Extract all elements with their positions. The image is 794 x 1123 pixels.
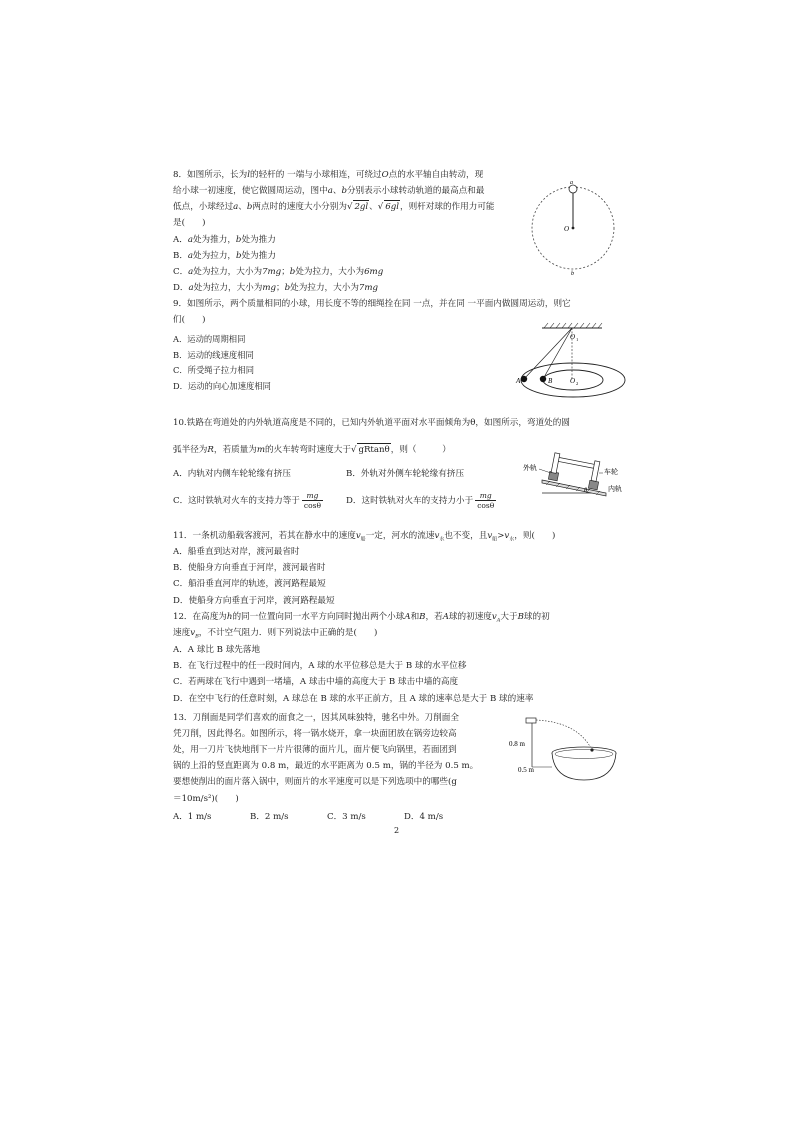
q13-line-1: 13．刀削面是同学们喜欢的面食之一，因其风味独特，驰名中外。刀削面全 [173,713,459,723]
sqrt-6gl: 6gl [385,202,399,212]
string-a [524,328,572,379]
q11-line-1: 11．一条机动船载客渡河，若其在静水中的速度$v_船$一定，河水的流速$v_水$也不变，且$v_船>v_水$，则( ) [173,531,556,543]
label-height: 0.8 m [509,740,525,748]
pivot-point [572,227,575,230]
q8-circle-figure [530,178,620,276]
sqrt-grtan: gRtanθ [358,445,390,455]
q10-option-b: B．外轨对外侧车轮轮缘有挤压 [346,469,465,479]
q12-option-b: B．在飞行过程中的任一段时间内，A 球的水平位移总是大于 B 球的水平位移 [173,661,467,671]
q8-line-1: 8．如图所示，长为l的轻杆的 一端与小球相连，可绕过O点的水平轴自由转动，现 [173,170,484,180]
q13-line-3: 处，用一刀片飞快地削下一片片很薄的面片儿，面片便飞向锅里，若面团到 [173,745,457,755]
q8-line-2: 给小球一初速度，使它做圆周运动，图中a、b分别表示小球转动轨道的最高点和最 [173,186,485,196]
q11-option-b: B．使船身方向垂直于河岸，渡河最省时 [173,563,326,573]
label-outer-rail: 外轨 [523,465,537,472]
q10-line-1: 10.铁路在弯道处的内外轨道高度是不同的，已知内外轨道平面对水平面倾角为θ，如图所示，弯道处的圆 [173,418,570,428]
q12-option-c: C．若两球在飞行中遇到一堵墙，A 球击中墙的高度大于 B 球击中墙的高度 [173,677,459,687]
q13-option-a: A．1 m/s [173,812,212,822]
q9-option-d: D．运动的向心加速度相同 [173,381,271,391]
page-number: 2 [394,826,400,835]
q8-option-b: B．a处为拉力，b处为推力 [173,251,276,261]
q9-line-2: 们( ) [173,315,206,325]
q13-option-b: B．2 m/s [250,812,289,822]
q8-option-a: A．a处为推力，b处为推力 [173,235,276,245]
q13-option-c: C．3 m/s [327,812,366,822]
label-distance: 0.5 m [518,766,534,774]
q11-option-d: D．使船身方向垂直于河岸，渡河路程最短 [173,596,335,606]
q9-option-c: C．所受绳子拉力相同 [173,365,255,375]
label-theta: θ [584,487,588,494]
q8-line-3: 低点，小球经过a、b两点时的速度大小分别为√ 2gl、√ 6gl，则杆对球的作用力可能 [173,202,495,212]
q13-option-d: D．4 m/s [404,812,444,822]
ball [569,185,577,193]
q13-line-2: 凭刀削，因此得名。如图所示，将一锅水烧开，拿一块面团放在锅旁边较高 [173,729,457,739]
axle [555,457,599,469]
inner-rail-block [588,480,598,490]
q9-option-b: B．运动的线速度相同 [173,350,254,360]
label-o: O [564,225,570,233]
pointer-outer [539,469,551,473]
q10-option-c: C．这时铁轨对火车的支持力等于 $\frac{mg}{\cos\theta}$ [173,491,321,510]
fraction-mg-cos: $\frac{mg}{\cos\theta}$ [303,491,321,510]
q12-option-a: A．A 球比 B 球先落地 [173,645,261,655]
q10-option-d: D．这时铁轨对火车的支持力小于 $\frac{mg}{\cos\theta}$ [346,491,495,510]
q10-line-2: 弧半径为R，若质量为m的火车转弯时速度大于√ gRtanθ，则（ ） [173,445,451,455]
label-o1: O [570,333,576,341]
label-b: B [548,377,553,385]
label-inner-rail: 内轨 [608,486,622,493]
label-b: b [571,271,574,276]
q11-option-c: C．船沿垂直河岸的轨迹，渡河路程最短 [173,579,326,589]
q9-line-1: 9．如图所示，两个质量相同的小球，用长度不等的细绳拴在同 一点，并在同 一平面内做圆周运动，则它 [173,299,571,309]
label-a: a [570,180,573,186]
dough-block [526,718,536,723]
label-a: A [516,377,521,385]
q13-line-6: ＝10m/s²)( ) [173,794,239,804]
wheel-left [551,453,560,474]
q8-option-c: C．a处为拉力，大小为7mg；b处为拉力，大小为6mg [173,267,384,277]
q9-option-a: A．运动的周期相同 [173,334,246,344]
q10-option-a: A．内轨对内侧车轮轮缘有挤压 [173,469,291,479]
sqrt-2gl: 2gl [354,202,369,212]
ball-b [540,376,546,382]
q12-option-d: D．在空中飞行的任意时刻，A 球总在 B 球的水平正前方，且 A 球的速率总是大于 B 球的速率 [173,694,534,704]
q13-line-4: 锅的上沿的竖直距离为 0.8 m，最近的水平距离为 0.5 m，锅的半径为 0.5 m。 [173,761,479,771]
label-wheel: 车轮 [604,469,618,476]
trajectory-curve [536,720,592,750]
q10-rail-figure [522,443,627,499]
q12-line-1: 12．在高度为h的同一位置向同一水平方向同时抛出两个小球A和B，若A球的初速度$v_A$大于B球的初 [173,612,550,624]
label-o2: O [570,377,576,385]
q9-conical-pendulum-figure [512,322,628,402]
q13-line-5: 要想使削出的面片落入锅中，则面片的水平速度可以是下列选项中的哪些(g [173,777,457,787]
q12-line-2: 速度$v_B$，不计空气阻力．则下列说法中正确的是( ) [173,628,378,640]
ceiling-hatch [544,323,602,328]
q11-option-a: A．船垂直到达对岸，渡河最省时 [173,547,300,557]
label-o1-sub: 1 [576,337,579,342]
noodle-piece [590,748,593,751]
ball-a [521,376,527,382]
fraction-mg-cos-d: $\frac{mg}{\cos\theta}$ [477,491,495,510]
q8-option-d: D．a处为拉力，大小为mg；b处为拉力，大小为7mg [173,283,379,293]
q8-line-4: 是( ) [173,218,206,228]
q13-pot-figure [508,712,620,784]
label-o2-sub: 2 [576,381,579,386]
